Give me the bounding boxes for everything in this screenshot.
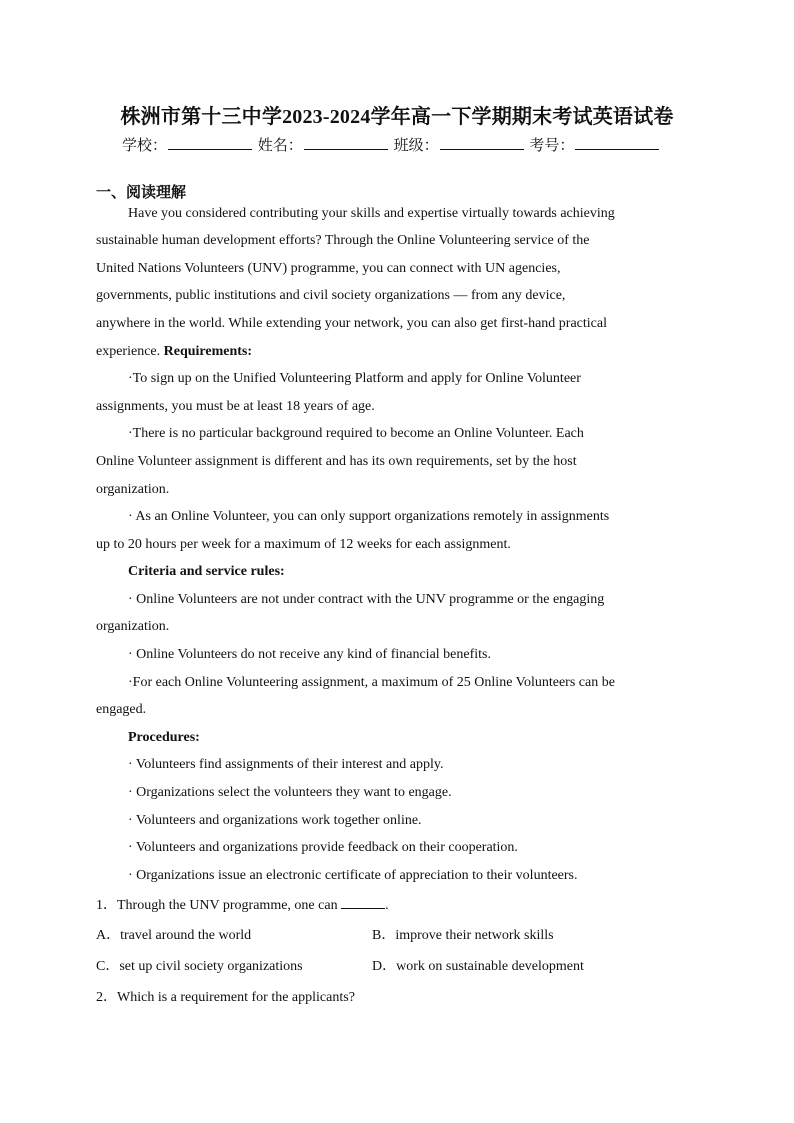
class-blank[interactable]: [440, 135, 524, 150]
question-1-option-d[interactable]: D．work on sustainable development: [372, 959, 584, 974]
passage-line: Have you considered contributing your skills and expertise virtually towards achieving: [128, 206, 615, 221]
question-1-stem: [96, 896, 389, 915]
requirement-line: · As an Online Volunteer, you can only support organizations remotely in assignments: [128, 509, 610, 524]
procedures-heading: Procedures:: [128, 730, 200, 745]
question-1-text: 1．Through the UNV programme, one can: [96, 898, 338, 913]
requirement-line: Online Volunteer assignment is different and has its own requirements, set by the host: [96, 454, 577, 469]
passage-line: United Nations Volunteers (UNV) programme, you can connect with UN agencies,: [96, 261, 561, 276]
question-1-option-c[interactable]: C．set up civil society organizations: [96, 959, 303, 974]
exam-title: 株洲市第十三中学2023-2024学年高一下学期期末考试英语试卷: [120, 106, 674, 128]
requirement-line: organization.: [96, 482, 170, 497]
question-1-option-b[interactable]: B．improve their network skills: [372, 928, 554, 943]
criteria-heading: Criteria and service rules:: [128, 564, 285, 579]
question-1-end: .: [385, 898, 389, 913]
number-blank[interactable]: [575, 135, 659, 150]
procedure-line: · Volunteers and organizations provide feedback on their cooperation.: [128, 840, 518, 855]
criteria-line: ·For each Online Volunteering assignment, a maximum of 25 Online Volunteers can be: [128, 675, 615, 690]
class-label: 班级：: [393, 136, 439, 154]
passage-line: anywhere in the world. While extending your network, you can also get first-hand practical: [96, 316, 607, 331]
passage-line: sustainable human development efforts? Through the Online Volunteering service of the: [96, 233, 590, 248]
requirement-line: assignments, you must be at least 18 years of age.: [96, 399, 375, 414]
name-label: 姓名：: [257, 136, 303, 154]
procedure-line: · Volunteers and organizations work together online.: [128, 813, 422, 828]
student-info-line: [122, 134, 660, 155]
question-1-blank[interactable]: [341, 896, 385, 909]
question-2-stem: 2．Which is a requirement for the applicants?: [96, 990, 355, 1005]
number-label: 考号：: [529, 136, 575, 154]
passage-line: governments, public institutions and civil society organizations — from any device,: [96, 288, 566, 303]
criteria-line: engaged.: [96, 702, 147, 717]
passage-line-text: experience.: [96, 344, 161, 359]
school-blank[interactable]: [168, 135, 252, 150]
section-heading: 一、阅读理解: [96, 183, 187, 201]
question-1-option-a[interactable]: A．travel around the world: [96, 928, 252, 943]
passage-line: [96, 343, 252, 361]
requirement-line: ·There is no particular background required to become an Online Volunteer. Each: [128, 426, 584, 441]
school-label: 学校：: [122, 136, 168, 154]
requirements-heading: Requirements:: [163, 344, 253, 359]
requirement-line: ·To sign up on the Unified Volunteering Platform and apply for Online Volunteer: [128, 371, 581, 386]
name-blank[interactable]: [304, 135, 388, 150]
procedure-line: · Organizations select the volunteers they want to engage.: [128, 785, 452, 800]
procedure-line: · Organizations issue an electronic certificate of appreciation to their volunteers.: [128, 868, 578, 883]
criteria-line: organization.: [96, 619, 170, 634]
criteria-line: · Online Volunteers do not receive any kind of financial benefits.: [128, 647, 491, 662]
requirement-line: up to 20 hours per week for a maximum of 12 weeks for each assignment.: [96, 537, 511, 552]
procedure-line: · Volunteers find assignments of their interest and apply.: [128, 757, 444, 772]
criteria-line: · Online Volunteers are not under contract with the UNV programme or the engaging: [128, 592, 605, 607]
